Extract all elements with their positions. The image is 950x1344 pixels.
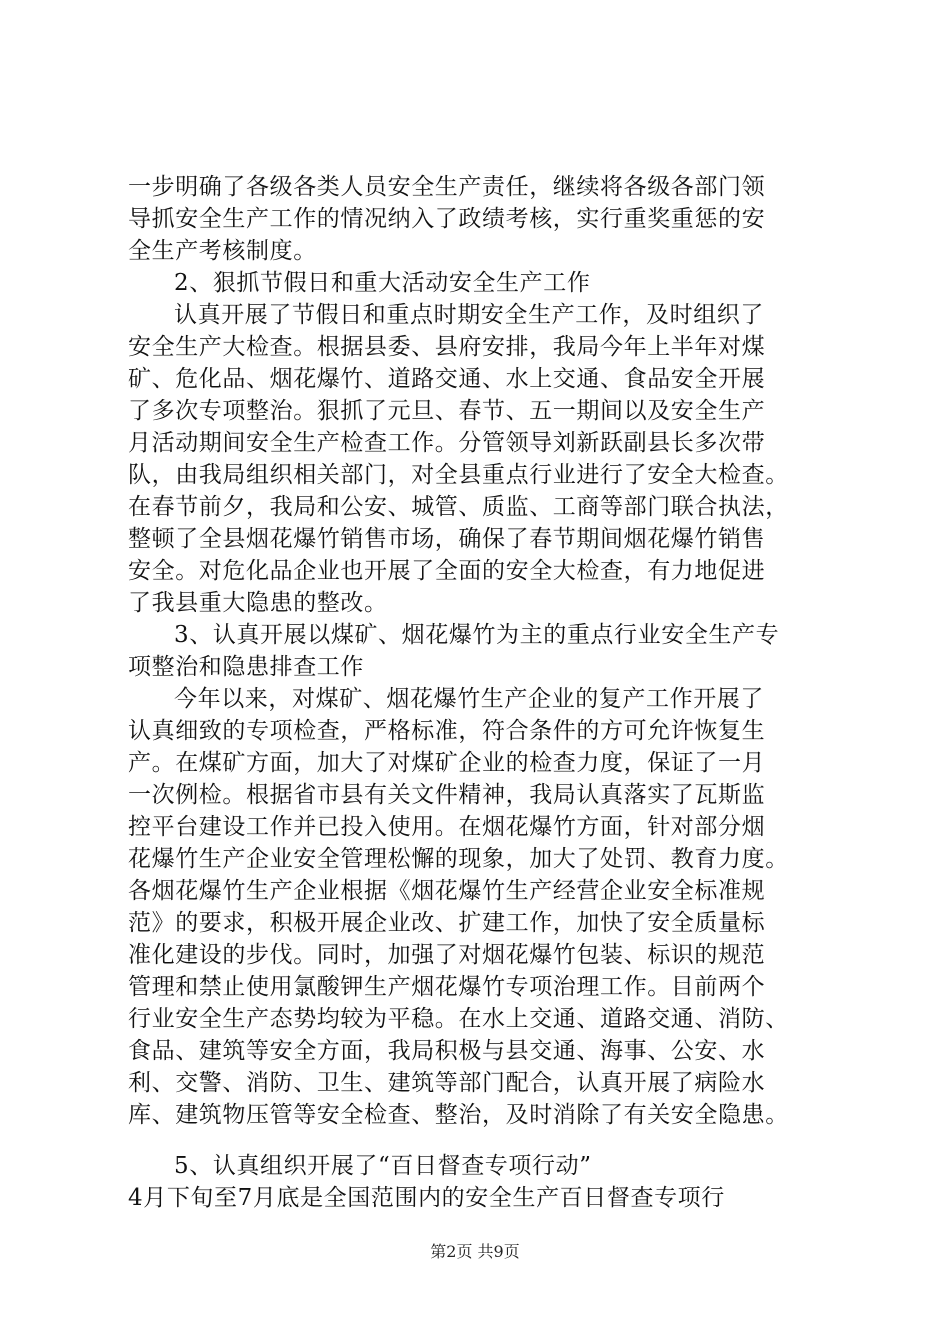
text-line: 导抓安全生产工作的情况纳入了政绩考核，实行重奖重惩的安: [128, 206, 766, 232]
text-line: 安全生产大检查。根据县委、县府安排，我局今年上半年对煤: [128, 334, 766, 360]
text-line: 花爆竹生产企业安全管理松懈的现象，加大了处罚、教育力度。: [128, 846, 789, 872]
text-line: 了多次专项整治。狠抓了元旦、春节、五一期间以及安全生产: [128, 398, 766, 424]
text-line: 一步明确了各级各类人员安全生产责任，继续将各级各部门领: [128, 174, 766, 200]
text-line: 矿、危化品、烟花爆竹、道路交通、水上交通、食品安全开展: [128, 366, 766, 392]
paragraph-start: 4月下旬至7月底是全国范围内的安全生产百日督查专项行: [128, 1185, 725, 1211]
text-line: 库、建筑物压管等安全检查、整治，及时消除了有关安全隐患。: [128, 1102, 789, 1128]
text-line: 食品、建筑等安全方面，我局积极与县交通、海事、公安、水: [128, 1038, 766, 1064]
text-line: 全生产考核制度。: [128, 238, 317, 264]
text-line: 安全。对危化品企业也开展了全面的安全大检查，有力地促进: [128, 558, 766, 584]
text-line: 利、交警、消防、卫生、建筑等部门配合，认真开展了病险水: [128, 1070, 766, 1096]
paragraph-start: 认真开展了节假日和重点时期安全生产工作，及时组织了: [174, 302, 764, 328]
section-heading-continued: 项整治和隐患排查工作: [128, 654, 364, 680]
text-line: 产。在煤矿方面，加大了对煤矿企业的检查力度，保证了一月: [128, 750, 766, 776]
text-line: 各烟花爆竹生产企业根据《烟花爆竹生产经营企业安全标准规: [128, 878, 766, 904]
text-line: 一次例检。根据省市县有关文件精神，我局认真落实了瓦斯监: [128, 782, 766, 808]
text-line: 了我县重大隐患的整改。: [128, 590, 388, 616]
text-line: 月活动期间安全生产检查工作。分管领导刘新跃副县长多次带: [128, 430, 766, 456]
text-line: 在春节前夕，我局和公安、城管、质监、工商等部门联合执法，: [128, 494, 789, 520]
text-line: 准化建设的步伐。同时，加强了对烟花爆竹包装、标识的规范: [128, 942, 766, 968]
text-line: 控平台建设工作并已投入使用。在烟花爆竹方面，针对部分烟: [128, 814, 766, 840]
text-line: 行业安全生产态势均较为平稳。在水上交通、道路交通、消防、: [128, 1006, 789, 1032]
text-line: 认真细致的专项检查，严格标准，符合条件的方可允许恢复生: [128, 718, 766, 744]
text-line: 管理和禁止使用氯酸钾生产烟花爆竹专项治理工作。目前两个: [128, 974, 766, 1000]
text-line: 整顿了全县烟花爆竹销售市场，确保了春节期间烟花爆竹销售: [128, 526, 766, 552]
section-heading: 5、认真组织开展了“百日督查专项行动”: [174, 1153, 592, 1179]
section-heading: 3、认真开展以煤矿、烟花爆竹为主的重点行业安全生产专: [174, 622, 780, 648]
page-number-footer: 第2页 共9页: [430, 1242, 520, 1261]
text-line: 范》的要求，积极开展企业改、扩建工作，加快了安全质量标: [128, 910, 766, 936]
text-line: 队，由我局组织相关部门，对全县重点行业进行了安全大检查。: [128, 462, 789, 488]
section-heading: 2、狠抓节假日和重大活动安全生产工作: [174, 270, 591, 296]
paragraph-start: 今年以来，对煤矿、烟花爆竹生产企业的复产工作开展了: [174, 686, 764, 712]
